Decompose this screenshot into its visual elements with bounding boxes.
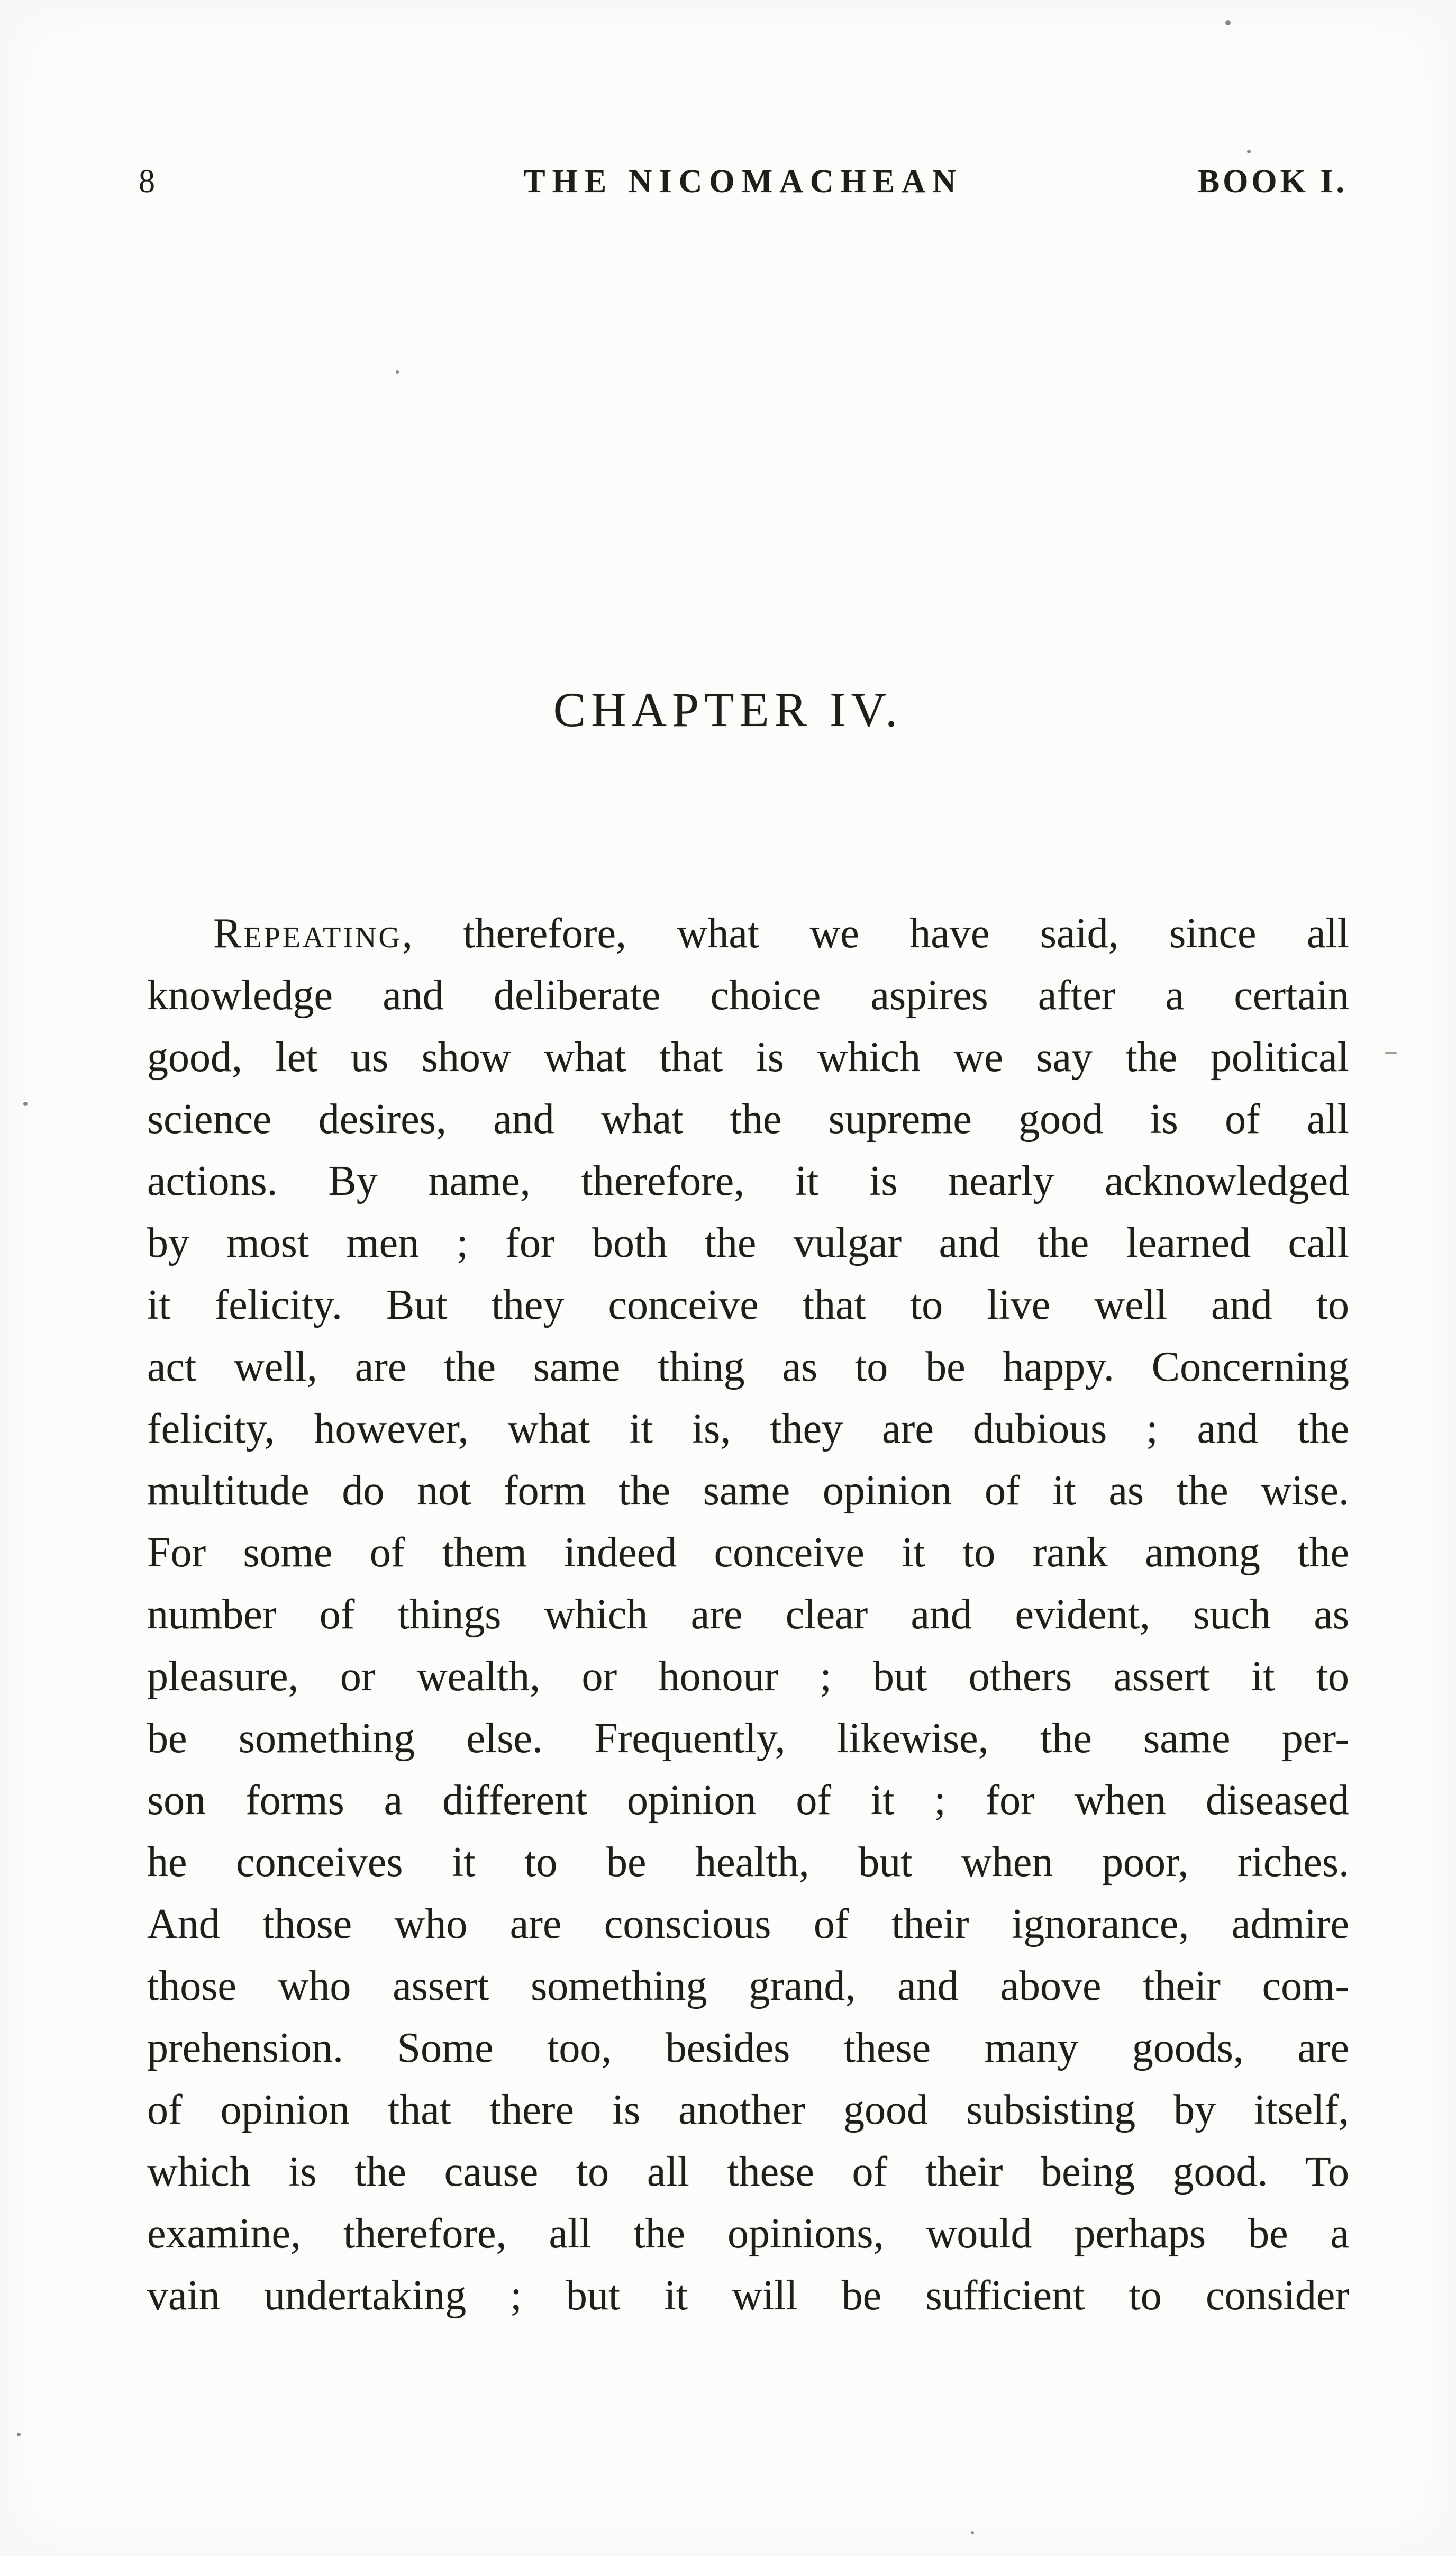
body-text-line: number of things which are clear and evident, such as <box>147 1591 1349 1638</box>
body-text-line: which is the cause to all these of their being good. To <box>147 2149 1349 2195</box>
body-text-line: knowledge and deliberate choice aspires after a certain <box>147 972 1349 1019</box>
body-lines <box>147 965 1349 2327</box>
chapter-body <box>147 903 1349 2327</box>
body-text-line: And those who are conscious of their ignorance, admire <box>147 1901 1349 1947</box>
body-text-line: science desires, and what the supreme good is of all <box>147 1096 1349 1143</box>
body-text-line: vain undertaking ; but it will be sufficient to consider <box>147 2272 1349 2319</box>
body-text-line: be something else. Frequently, likewise, the same per- <box>147 1715 1349 1762</box>
body-text-line: those who assert something grand, and above their com- <box>147 1963 1349 2009</box>
body-text-line: by most men ; for both the vulgar and the learned call <box>147 1220 1349 1266</box>
body-text-line: examine, therefore, all the opinions, would perhaps be a <box>147 2210 1349 2257</box>
body-text-line: it felicity. But they conceive that to live well and to <box>147 1282 1349 1328</box>
scan-speck <box>971 2531 974 2534</box>
body-text-line: pleasure, or wealth, or honour ; but others assert it to <box>147 1653 1349 1700</box>
body-text-line: of opinion that there is another good subsisting by itself, <box>147 2087 1349 2133</box>
scan-speck <box>17 2433 21 2436</box>
running-title: THE NICOMACHEAN <box>523 164 963 200</box>
first-line-text: , therefore, what we have said, since all <box>402 910 1349 957</box>
scan-speck <box>1225 20 1231 25</box>
scan-speck <box>23 1102 28 1106</box>
body-text-line: act well, are the same thing as to be happy. Concerning <box>147 1344 1349 1390</box>
book-label: BOOK I. <box>1197 164 1348 200</box>
lead-word: Repeating <box>213 910 402 957</box>
body-text-line: actions. By name, therefore, it is nearly acknowledged <box>147 1158 1349 1204</box>
body-text-line: prehension. Some too, besides these many goods, are <box>147 2025 1349 2071</box>
scan-speck <box>396 370 399 374</box>
scan-speck <box>1247 150 1251 153</box>
body-text-line: felicity, however, what it is, they are dubious ; and the <box>147 1406 1349 1452</box>
body-text-line: good, let us show what that is which we say the political <box>147 1034 1349 1081</box>
body-text-line: For some of them indeed conceive it to rank among the <box>147 1529 1349 1576</box>
body-text-line: son forms a different opinion of it ; for when diseased <box>147 1777 1349 1824</box>
body-text-line: he conceives it to be health, but when poor, riches. <box>147 1839 1349 1886</box>
scan-fleck <box>1385 1052 1397 1054</box>
body-text-line: multitude do not form the same opinion of it as the wise. <box>147 1467 1349 1514</box>
chapter-heading: CHAPTER IV. <box>553 683 903 737</box>
body-first-line <box>147 903 1349 965</box>
page-number: 8 <box>139 164 156 200</box>
page-header <box>139 163 1348 201</box>
